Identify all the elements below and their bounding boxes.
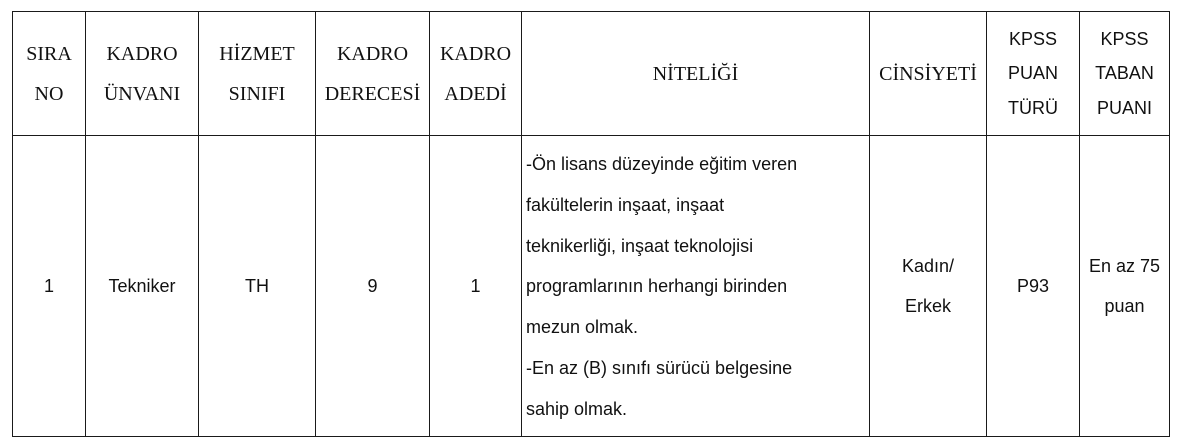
header-sira-no	[13, 12, 86, 136]
header-line: NİTELİĞİ	[652, 62, 739, 85]
header-line: TABAN	[1095, 63, 1154, 84]
niteligi-line: teknikerliği, inşaat teknolojisi	[526, 235, 754, 256]
header-line: ÜNVANI	[103, 82, 181, 105]
header-line: KPSS	[1100, 28, 1149, 49]
niteligi-line: programlarının herhangi birinden	[526, 276, 788, 297]
cell-cinsiyeti	[870, 136, 987, 437]
cell-kpss-puan-turu: P93	[987, 136, 1080, 437]
header-line: KADRO	[439, 42, 512, 65]
cell-kadro-adedi: 1	[430, 136, 522, 437]
taban-puan-line: puan	[1104, 296, 1145, 316]
niteligi-line: -Ön lisans düzeyinde eğitim veren	[526, 154, 798, 174]
table-row	[13, 136, 1170, 437]
header-line: ADEDİ	[444, 82, 507, 105]
header-kadro-derecesi	[316, 12, 430, 136]
header-cinsiyeti	[870, 12, 987, 136]
niteligi-line: -En az (B) sınıfı sürücü belgesine	[526, 357, 793, 378]
header-line: HİZMET	[219, 42, 295, 65]
cell-kadro-derecesi: 9	[316, 136, 430, 437]
cell-kpss-taban-puani	[1080, 136, 1170, 437]
cinsiyeti-line: Kadın/	[901, 256, 955, 276]
cinsiyeti-line: Erkek	[904, 296, 951, 316]
header-line: NO	[34, 82, 64, 105]
header-line: KPSS	[1008, 28, 1058, 49]
header-kadro-unvani	[86, 12, 199, 136]
cell-sira-no: 1	[13, 136, 86, 437]
header-line: PUANI	[1096, 97, 1152, 118]
header-line: SINIFI	[228, 82, 286, 105]
header-line: KADRO	[336, 42, 409, 65]
header-line: DERECESİ	[324, 82, 421, 105]
header-line: TÜRÜ	[1008, 97, 1058, 118]
header-hizmet-sinifi	[199, 12, 316, 136]
cell-kadro-unvani: Tekniker	[86, 136, 199, 437]
niteligi-line: fakültelerin inşaat, inşaat	[526, 194, 725, 215]
niteligi-line: mezun olmak.	[526, 317, 639, 338]
kadro-table	[12, 11, 1170, 437]
taban-puan-line: En az 75	[1088, 256, 1161, 276]
header-line: KADRO	[106, 42, 178, 65]
header-kpss-taban-puani	[1080, 12, 1170, 136]
header-kadro-adedi	[430, 12, 522, 136]
header-niteligi	[522, 12, 870, 136]
cell-niteligi	[522, 136, 870, 437]
header-line: PUAN	[1007, 63, 1058, 84]
niteligi-line: sahip olmak.	[526, 398, 628, 419]
header-line: CİNSİYETİ	[879, 62, 977, 85]
header-row	[13, 12, 1170, 136]
header-line: SIRA	[26, 42, 72, 65]
cell-hizmet-sinifi: TH	[199, 136, 316, 437]
header-kpss-puan-turu	[987, 12, 1080, 136]
